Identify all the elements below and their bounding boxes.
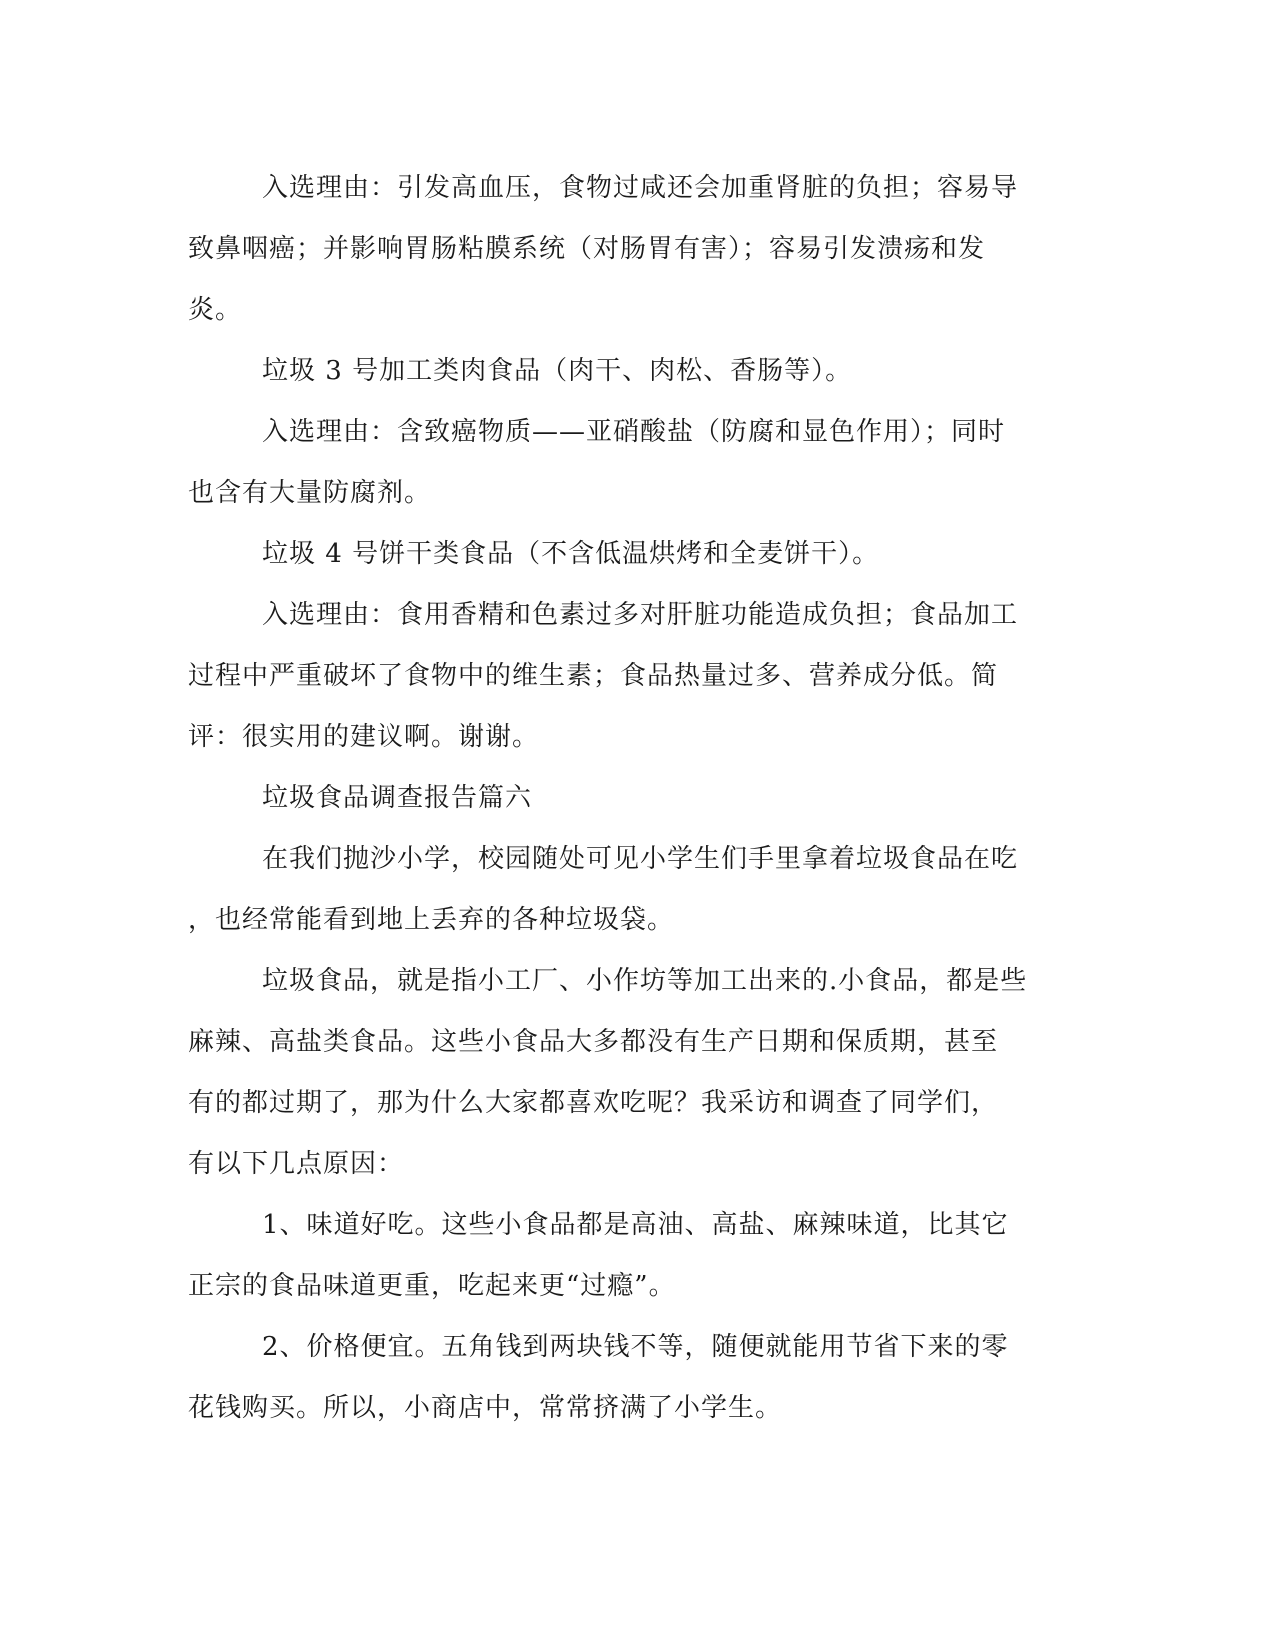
text-line: 2、价格便宜。五角钱到两块钱不等，随便就能用节省下来的零 [262, 1332, 1009, 1362]
text-line: 正宗的食品味道更重，吃起来更“过瘾”。 [188, 1271, 676, 1301]
text-line: 有的都过期了，那为什么大家都喜欢吃呢？我采访和调查了同学们， [188, 1088, 999, 1118]
text-line: 入选理由：含致癌物质——亚硝酸盐（防腐和显色作用）；同时 [262, 417, 1006, 447]
text-line: 1、味道好吃。这些小食品都是高油、高盐、麻辣味道，比其它 [262, 1210, 1009, 1240]
text-line: 垃圾 3 号加工类肉食品（肉干、肉松、香肠等）。 [262, 356, 853, 386]
text-line: 炎。 [188, 295, 243, 325]
text-line: 评：很实用的建议啊。谢谢。 [188, 722, 540, 752]
text-line: 入选理由：引发高血压，食物过咸还会加重肾脏的负担；容易导 [262, 173, 1019, 203]
text-line: 花钱购买。所以，小商店中，常常挤满了小学生。 [188, 1393, 783, 1423]
text-line: 入选理由：食用香精和色素过多对肝脏功能造成负担；食品加工 [262, 600, 1019, 630]
text-line: 过程中严重破坏了食物中的维生素；食品热量过多、营养成分低。简 [188, 661, 999, 691]
section-heading: 垃圾食品调查报告篇六 [262, 783, 533, 813]
text-line: ，也经常能看到地上丢弃的各种垃圾袋。 [188, 905, 675, 935]
text-line: 垃圾食品，就是指小工厂、小作坊等加工出来的.小食品，都是些 [262, 966, 1028, 996]
text-line: 也含有大量防腐剂。 [188, 478, 432, 508]
text-line: 致鼻咽癌；并影响胃肠粘膜系统（对肠胃有害）；容易引发溃疡和发 [188, 234, 986, 264]
text-line: 麻辣、高盐类食品。这些小食品大多都没有生产日期和保质期，甚至 [188, 1027, 999, 1057]
text-line: 垃圾 4 号饼干类食品（不含低温烘烤和全麦饼干）。 [262, 539, 880, 569]
text-line: 在我们抛沙小学，校园随处可见小学生们手里拿着垃圾食品在吃 [262, 844, 1019, 874]
text-line: 有以下几点原因： [188, 1149, 405, 1179]
document-body [188, 158, 1088, 1439]
